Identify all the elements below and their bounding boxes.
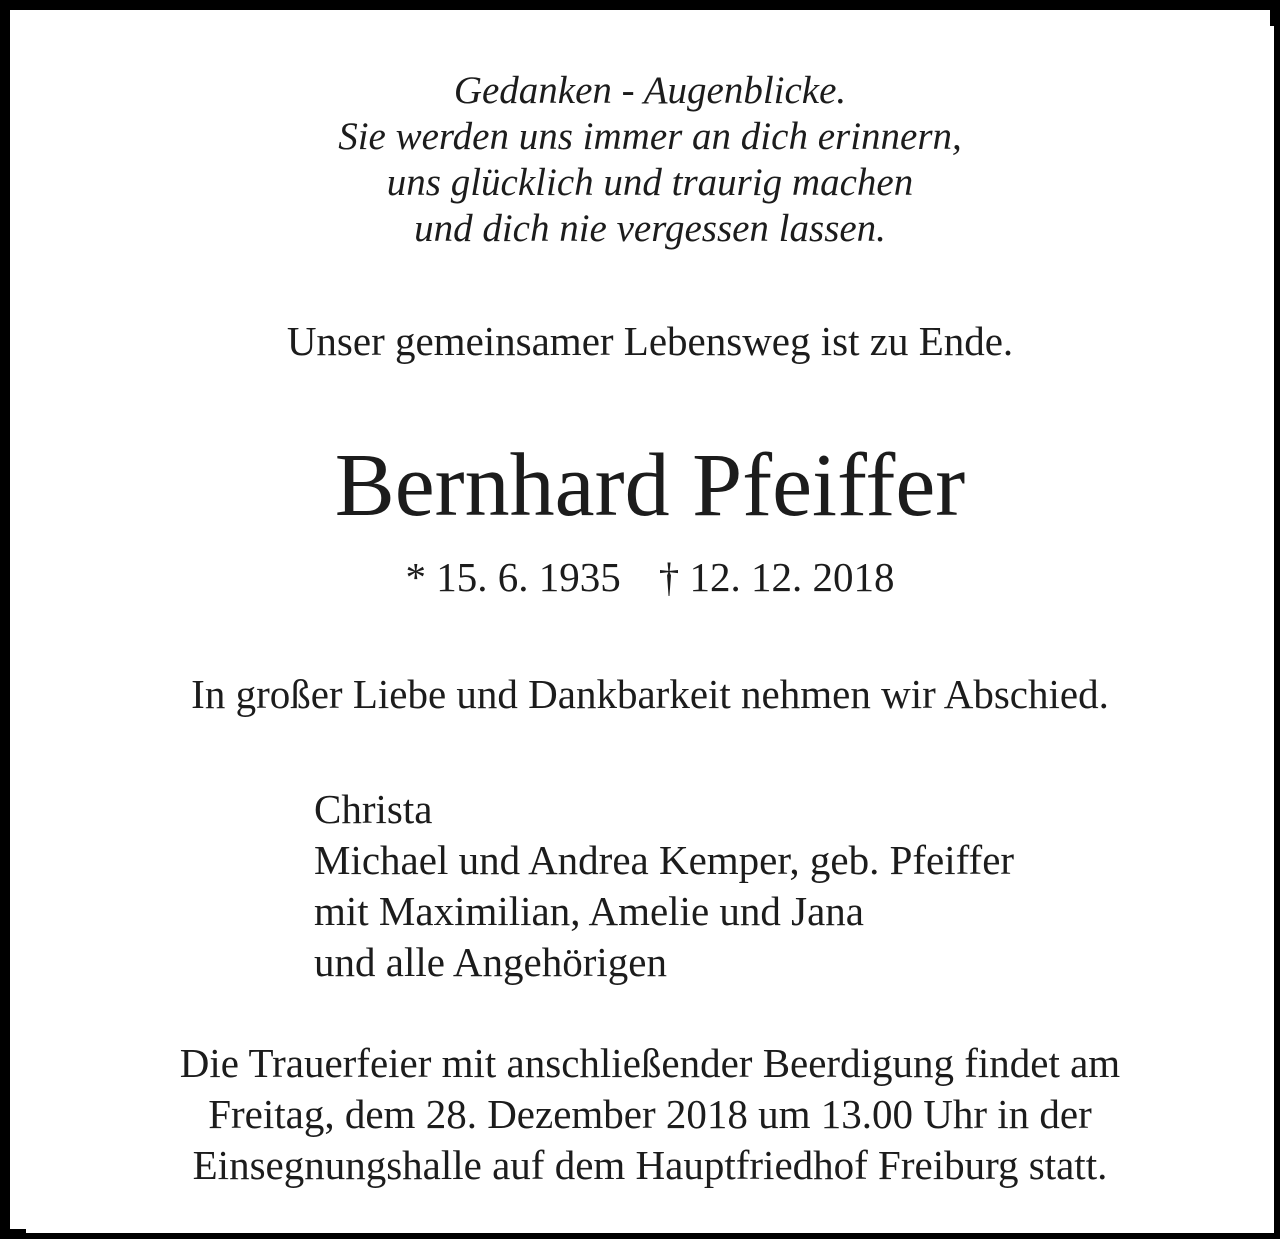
service-line: Einsegnungshalle auf dem Hauptfriedhof Freiburg statt. bbox=[192, 1142, 1108, 1188]
mourners-list bbox=[314, 784, 1014, 988]
birth-date: * 15. 6. 1935 bbox=[405, 554, 621, 600]
mourner-line: Christa bbox=[314, 786, 433, 832]
funeral-service-info bbox=[26, 1038, 1274, 1191]
life-dates bbox=[26, 552, 1274, 602]
mourner-line: und alle Angehörigen bbox=[314, 939, 667, 985]
poem-line: Sie werden uns immer an dich erinnern, bbox=[338, 115, 962, 158]
memorial-poem bbox=[26, 68, 1274, 252]
obituary-notice bbox=[26, 26, 1274, 1233]
deceased-name: Bernhard Pfeiffer bbox=[334, 436, 966, 535]
mourner-line: Michael und Andrea Kemper, geb. Pfeiffer bbox=[314, 837, 1015, 883]
death-date: † 12. 12. 2018 bbox=[658, 554, 895, 600]
poem-line: uns glücklich und traurig machen bbox=[386, 161, 914, 204]
poem-line: und dich nie vergessen lassen. bbox=[414, 207, 886, 250]
service-line: Die Trauerfeier mit anschließender Beerdigung findet am bbox=[179, 1040, 1121, 1086]
intro-line: Unser gemeinsamer Lebensweg ist zu Ende. bbox=[286, 318, 1014, 364]
mourner-line: mit Maximilian, Amelie und Jana bbox=[314, 888, 864, 934]
poem-line: Gedanken - Augenblicke. bbox=[453, 69, 847, 112]
service-line: Freitag, dem 28. Dezember 2018 um 13.00 Uhr in der bbox=[208, 1091, 1092, 1137]
farewell-line: In großer Liebe und Dankbarkeit nehmen wir Abschied. bbox=[191, 671, 1109, 717]
